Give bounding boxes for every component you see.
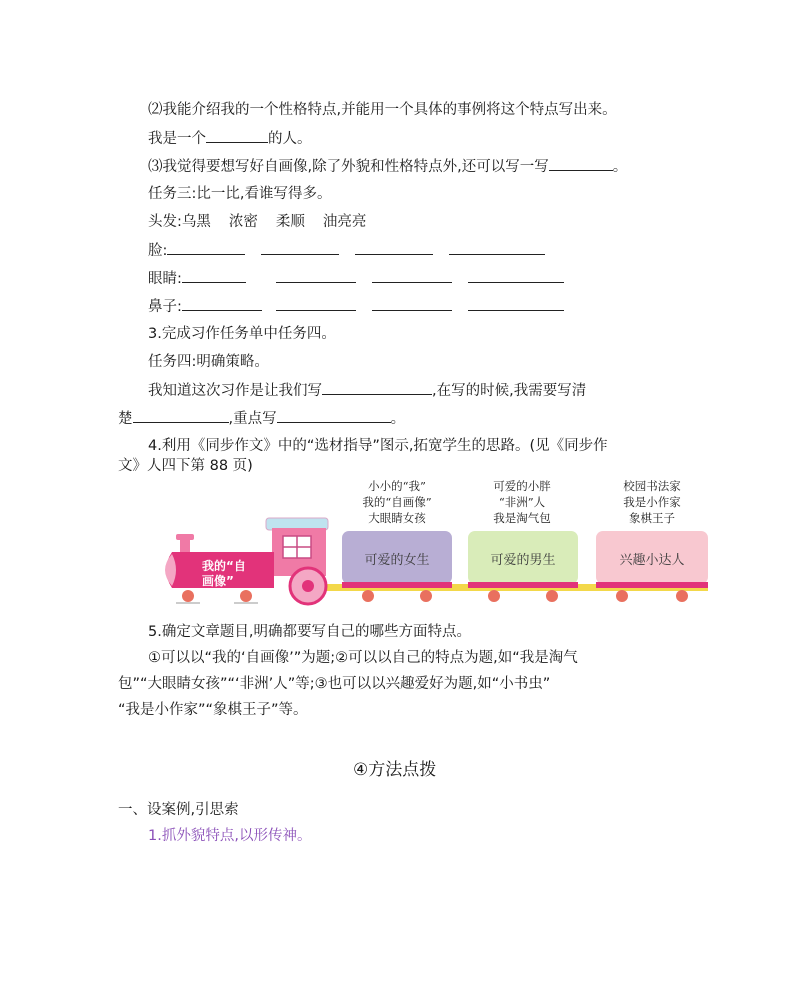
line-personality: ⑵我能介绍我的一个性格特点,并能用一个具体的事例将这个特点写出来。 [148, 102, 617, 118]
task-three-title: 任务三:比一比,看谁写得多。 [148, 186, 332, 202]
blank-face-2[interactable] [261, 240, 339, 255]
blank-nose-2[interactable] [276, 296, 356, 311]
caption-1-1: 小小的“我” [368, 479, 426, 493]
point-appearance: 1.抓外貌特点,以形传神。 [148, 828, 312, 844]
engine [165, 518, 328, 604]
line-strategy-2 [118, 408, 405, 429]
car-girl [342, 531, 452, 602]
line-also-write [148, 156, 627, 177]
engine-label-2: 画像” [202, 574, 234, 588]
blank-nose-1[interactable] [182, 296, 262, 311]
blank-face-1[interactable] [167, 240, 245, 255]
car-girl-base [342, 582, 452, 588]
task-four-title: 任务四:明确策略。 [148, 354, 269, 370]
caption-1-2: 我的“自画像” [362, 495, 432, 509]
blank-eyes-1[interactable] [182, 268, 246, 283]
caption-3-3: 象棋王子 [629, 511, 675, 525]
caption-2-2: “非洲”人 [498, 495, 546, 509]
car-boy-wheel-2 [546, 590, 558, 602]
car-hobby-wheel-1 [616, 590, 628, 602]
car-hobby-label: 兴趣小达人 [619, 553, 685, 568]
engine-wheel-2 [240, 590, 252, 602]
line-i-am [148, 128, 312, 149]
step-four-1: 4.利用《同步作文》中的“选材指导”图示,拓宽学生的思路。(见《同步作 [148, 438, 608, 454]
label-eyes: 眼睛: [148, 271, 182, 287]
car-boy-wheel-1 [488, 590, 500, 602]
car-boy-label: 可爱的男生 [490, 553, 556, 568]
text-also-write: ⑶我觉得要想写好自画像,除了外貌和性格特点外,还可以写一写 [148, 159, 549, 175]
label-nose: 鼻子: [148, 299, 182, 315]
title-suggestion-3: “我是小作家”“象棋王子”等。 [118, 702, 308, 718]
line-face [148, 240, 545, 261]
engine-big-wheel-hub [302, 580, 314, 592]
step-five: 5.确定文章题目,明确都要写自己的哪些方面特点。 [148, 624, 471, 640]
caption-2-3: 我是淘气包 [493, 511, 551, 525]
caption-3-2: 我是小作家 [623, 495, 681, 509]
label-face: 脸: [148, 243, 168, 259]
text-period: 。 [612, 159, 628, 175]
car-girl-wheel-2 [420, 590, 432, 602]
smokestack-cap [176, 534, 194, 540]
car-boy-base [468, 582, 578, 588]
text-chu: 楚 [118, 411, 133, 427]
engine-label-1: 我的“自 [202, 559, 246, 573]
blank-eyes-2[interactable] [276, 268, 356, 283]
text-strategy-b: ,在写的时候,我需要写清 [432, 383, 587, 399]
blank-write-what[interactable] [322, 380, 432, 395]
caption-2-1: 可爱的小胖 [493, 479, 551, 493]
line-eyes [148, 268, 564, 289]
blank-face-3[interactable] [355, 240, 433, 255]
blank-face-4[interactable] [449, 240, 545, 255]
blank-also-write[interactable] [549, 156, 613, 171]
title-suggestion-1: ①可以以“我的‘自画像’”为题;②可以以自己的特点为题,如“我是淘气 [148, 650, 578, 666]
label-hair: 头发: [148, 214, 182, 230]
caption-1-3: 大眼睛女孩 [368, 511, 426, 525]
blank-focus[interactable] [277, 408, 391, 423]
car-girl-label: 可爱的女生 [364, 553, 430, 568]
text-person: 的人。 [268, 131, 312, 147]
word-nongmi: 浓密 [228, 214, 258, 230]
text-end: 。 [390, 411, 406, 427]
word-youliangliang: 油亮亮 [322, 214, 367, 230]
blank-eyes-3[interactable] [372, 268, 452, 283]
car-hobby [596, 531, 708, 602]
car-girl-wheel-1 [362, 590, 374, 602]
word-wuhei: 乌黑 [181, 214, 211, 230]
text-focus: ,重点写 [228, 411, 277, 427]
car-hobby-wheel-2 [676, 590, 688, 602]
word-roushun: 柔顺 [275, 214, 305, 230]
line-nose [148, 296, 564, 317]
title-suggestion-2: 包”“大眼睛女孩”“‘非洲’人”等;③也可以以兴趣爱好为题,如“小书虫” [118, 676, 551, 692]
blank-eyes-4[interactable] [468, 268, 564, 283]
subsection-case: 一、设案例,引思索 [118, 802, 239, 818]
blank-write-clear[interactable] [133, 408, 229, 423]
blank-personality[interactable] [206, 128, 268, 143]
engine-wheel-1 [182, 590, 194, 602]
caption-3-1: 校园书法家 [623, 479, 681, 493]
captions-car-3 [623, 479, 681, 525]
blank-nose-3[interactable] [372, 296, 452, 311]
car-boy [468, 531, 578, 602]
captions-car-2 [493, 479, 551, 525]
line-strategy-1 [148, 380, 586, 401]
line-hair [148, 212, 366, 232]
text-strategy-a: 我知道这次习作是让我们写 [148, 383, 322, 399]
train-diagram [158, 476, 718, 610]
step-three: 3.完成习作任务单中任务四。 [148, 326, 336, 342]
smokestack [180, 538, 190, 552]
captions-car-1 [362, 479, 431, 525]
blank-nose-4[interactable] [468, 296, 564, 311]
section-title-method: ④方法点拨 [353, 760, 437, 780]
car-hobby-base [596, 582, 708, 588]
text-i-am: 我是一个 [148, 131, 206, 147]
step-four-2: 文》人四下第 88 页) [118, 458, 253, 474]
